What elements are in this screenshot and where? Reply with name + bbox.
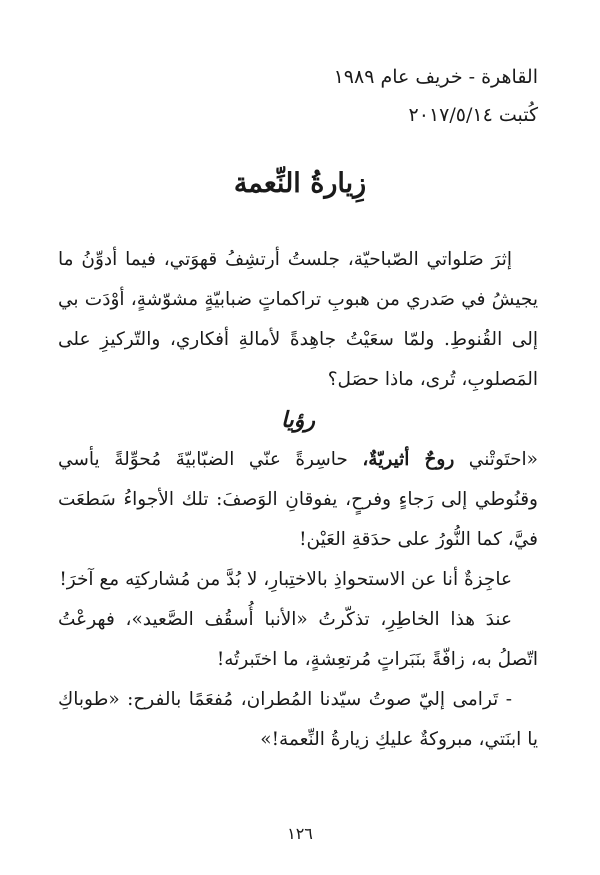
section-subheading: رؤيا xyxy=(280,407,316,433)
chapter-title: زِيارةُ النِّعمة xyxy=(233,168,367,199)
paragraph-2-start: «احتَوتْني xyxy=(454,449,538,470)
paragraph-2 xyxy=(58,440,538,560)
paragraph-2-emphasis: روحٌ أثيريّةٌ، xyxy=(362,449,455,470)
paragraph-2-rest: حاسِرةً عنّي الضبّابيّةَ مُحوِّلةً يأسي وقنُوطي إلى رَجاءٍ وفرحٍ، يفوقانِ الوَصفَ: تلك الأجواءُ سَطعَت فيَّ، كما النُّورُ على حدَقةِ العَيْن! xyxy=(58,449,538,550)
paragraph-3: عاجِزةٌ أنا عن الاستحواذِ بالاختِبارِ، لا بُدَّ من مُشاركتِه مع آخرَ! xyxy=(59,569,512,590)
place-date: القاهرة - خريف عام ١٩٨٩ xyxy=(333,66,538,88)
header-block xyxy=(334,58,538,134)
written-date: كُتبت ٢٠١٧/٥/١٤ xyxy=(408,104,538,126)
page-number: ١٢٦ xyxy=(287,824,313,843)
body-text xyxy=(58,240,538,760)
paragraph-4: عندَ هذا الخاطِرِ، تذكّرتُ «الأنبا أُسقُف الصَّعيد»، فهرعْتُ اتّصلُ به، زافّةً بنَبَراتٍ مُرتعِشةٍ، ما اختَبرتُه! xyxy=(58,609,538,670)
paragraph-5: - تَرامى إليّ صوتُ سيّدنا المُطران، مُفعَمًا بالفرح: «طوباكِ يا ابنَتي، مبروكةٌ عليكِ زيارةُ النِّعمة!» xyxy=(58,689,538,750)
paragraph-1: إثرَ صَلواتي الصّباحيّة، جلستُ أرتشِفُ قهوَتي، فيما أدوِّنُ ما يجيشُ في صَدري من هبوبِ تراكماتٍ ضبابيّةٍ مشوّشةٍ، أوْدَت بي إلى القُنوطِ. ولمّا سعَيْتُ جاهِدةً لأمالةِ أفكاري، والتّركيزِ على المَصلوبِ، تُرى، ماذا حصَل؟ xyxy=(58,249,538,390)
